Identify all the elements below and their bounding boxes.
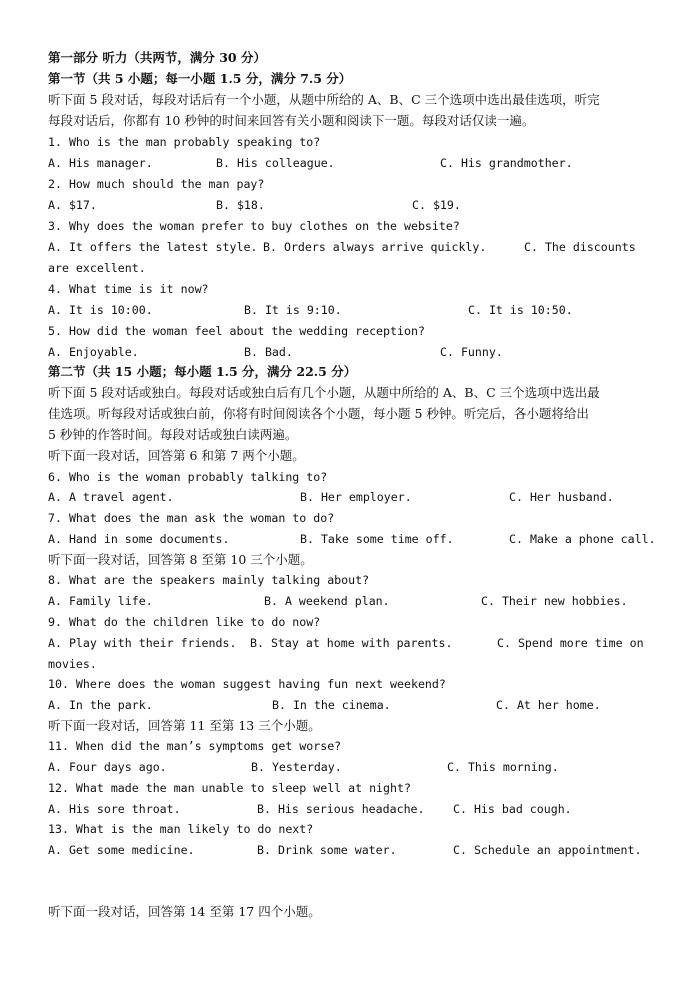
question-1-option-c: C. His grandmother.	[440, 156, 573, 170]
dialog-intro-11-13: 听下面一段对话，回答第 11 至第 13 三个小题。	[48, 718, 321, 733]
section1-instructions-line2: 每段对话后，你都有 10 秒钟的时间来回答有关小题和阅读下一题。每段对话仅读一遍。	[48, 113, 535, 128]
question-8-option-b: B. A weekend plan.	[264, 594, 390, 608]
question-11-stem: 11. When did the man’s symptoms get worse?	[48, 739, 342, 753]
question-3-options	[48, 239, 636, 255]
question-8-option-c: C. Their new hobbies.	[481, 594, 628, 608]
section2-instructions-line3: 5 秒钟的作答时间。每段对话或独白读两遍。	[48, 427, 298, 442]
section1-title: 第一节（共 5 小题；每一小题 1.5 分，满分 7.5 分）	[48, 71, 352, 86]
question-1-option-a: A. His manager.	[48, 156, 153, 170]
question-6-stem: 6. Who is the woman probably talking to?	[48, 470, 328, 484]
question-10-option-c: C. At her home.	[496, 698, 601, 712]
question-3-option-c: C. The discounts	[524, 240, 636, 254]
question-5-option-b: B. Bad.	[244, 345, 293, 359]
question-3-option-c-continued: are excellent.	[48, 261, 146, 275]
question-1-stem: 1. Who is the man probably speaking to?	[48, 135, 321, 149]
dialog-intro-6-7: 听下面一段对话，回答第 6 和第 7 两个小题。	[48, 448, 305, 463]
question-7-stem: 7. What does the man ask the woman to do?	[48, 511, 335, 525]
question-12-options	[48, 801, 572, 817]
question-13-option-c: C. Schedule an appointment.	[453, 843, 642, 857]
question-8-stem: 8. What are the speakers mainly talking about?	[48, 573, 370, 587]
question-13-stem: 13. What is the man likely to do next?	[48, 822, 314, 836]
dialog-intro-14-17: 听下面一段对话，回答第 14 至第 17 四个小题。	[48, 904, 321, 919]
question-9-option-c-continued: movies.	[48, 657, 97, 671]
question-11-option-c: C. This morning.	[447, 760, 559, 774]
question-7-options	[48, 531, 656, 547]
question-12-stem: 12. What made the man unable to sleep well at night?	[48, 781, 411, 795]
question-10-option-a: A. In the park.	[48, 698, 153, 712]
question-12-option-a: A. His sore throat.	[48, 802, 181, 816]
section2-title: 第二节（共 15 小题；每小题 1.5 分，满分 22.5 分）	[48, 364, 357, 379]
question-2-option-c: C. $19.	[412, 198, 461, 212]
question-9-stem: 9. What do the children like to do now?	[48, 615, 321, 629]
question-5-option-c: C. Funny.	[440, 345, 503, 359]
question-8-options	[48, 593, 628, 609]
question-7-option-b: B. Take some time off.	[300, 532, 454, 546]
question-11-option-b: B. Yesterday.	[251, 760, 342, 774]
question-4-option-a: A. It is 10:00.	[48, 303, 153, 317]
question-4-option-c: C. It is 10:50.	[468, 303, 573, 317]
question-9-options	[48, 635, 644, 651]
question-7-option-a: A. Hand in some documents.	[48, 532, 230, 546]
question-9-option-a: A. Play with their friends.	[48, 636, 237, 650]
question-5-stem: 5. How did the woman feel about the wedding reception?	[48, 324, 425, 338]
question-2-option-b: B. $18.	[216, 198, 265, 212]
question-11-option-a: A. Four days ago.	[48, 760, 167, 774]
question-2-options	[48, 197, 461, 213]
question-6-option-b: B. Her employer.	[300, 490, 412, 504]
question-3-option-b: B. Orders always arrive quickly.	[263, 240, 487, 254]
question-2-stem: 2. How much should the man pay?	[48, 177, 265, 191]
question-6-option-a: A. A travel agent.	[48, 490, 174, 504]
question-10-options	[48, 697, 601, 713]
question-11-options	[48, 759, 559, 775]
part-title: 第一部分 听力（共两节，满分 30 分）	[48, 50, 266, 65]
question-9-option-b: B. Stay at home with parents.	[250, 636, 453, 650]
question-3-option-a: A. It offers the latest style.	[48, 240, 258, 254]
question-1-option-b: B. His colleague.	[216, 156, 335, 170]
question-12-option-c: C. His bad cough.	[453, 802, 572, 816]
question-5-option-a: A. Enjoyable.	[48, 345, 139, 359]
question-1-options	[48, 155, 573, 171]
question-13-options	[48, 842, 642, 858]
question-2-option-a: A. $17.	[48, 198, 97, 212]
question-6-option-c: C. Her husband.	[509, 490, 614, 504]
question-3-stem: 3. Why does the woman prefer to buy clothes on the website?	[48, 219, 460, 233]
question-12-option-b: B. His serious headache.	[257, 802, 425, 816]
question-5-options	[48, 344, 503, 360]
question-4-option-b: B. It is 9:10.	[244, 303, 342, 317]
question-7-option-c: C. Make a phone call.	[509, 532, 656, 546]
section1-instructions-line1: 听下面 5 段对话，每段对话后有一个小题，从题中所给的 A、B、C 三个选项中选出最佳选项，听完	[48, 92, 600, 107]
question-13-option-b: B. Drink some water.	[257, 843, 397, 857]
question-10-stem: 10. Where does the woman suggest having fun next weekend?	[48, 677, 446, 691]
question-9-option-c: C. Spend more time on	[497, 636, 644, 650]
question-4-options	[48, 302, 573, 318]
dialog-intro-8-10: 听下面一段对话，回答第 8 至第 10 三个小题。	[48, 552, 313, 567]
question-4-stem: 4. What time is it now?	[48, 282, 209, 296]
question-8-option-a: A. Family life.	[48, 594, 153, 608]
question-13-option-a: A. Get some medicine.	[48, 843, 195, 857]
section2-instructions-line1: 听下面 5 段对话或独白。每段对话或独白后有几个小题，从题中所给的 A、B、C 三个选项中选出最	[48, 385, 600, 400]
question-10-option-b: B. In the cinema.	[272, 698, 391, 712]
section2-instructions-line2: 佳选项。听每段对话或独白前，你将有时间阅读各个小题，每小题 5 秒钟。听完后，各小题将给出	[48, 406, 589, 421]
question-6-options	[48, 489, 614, 505]
